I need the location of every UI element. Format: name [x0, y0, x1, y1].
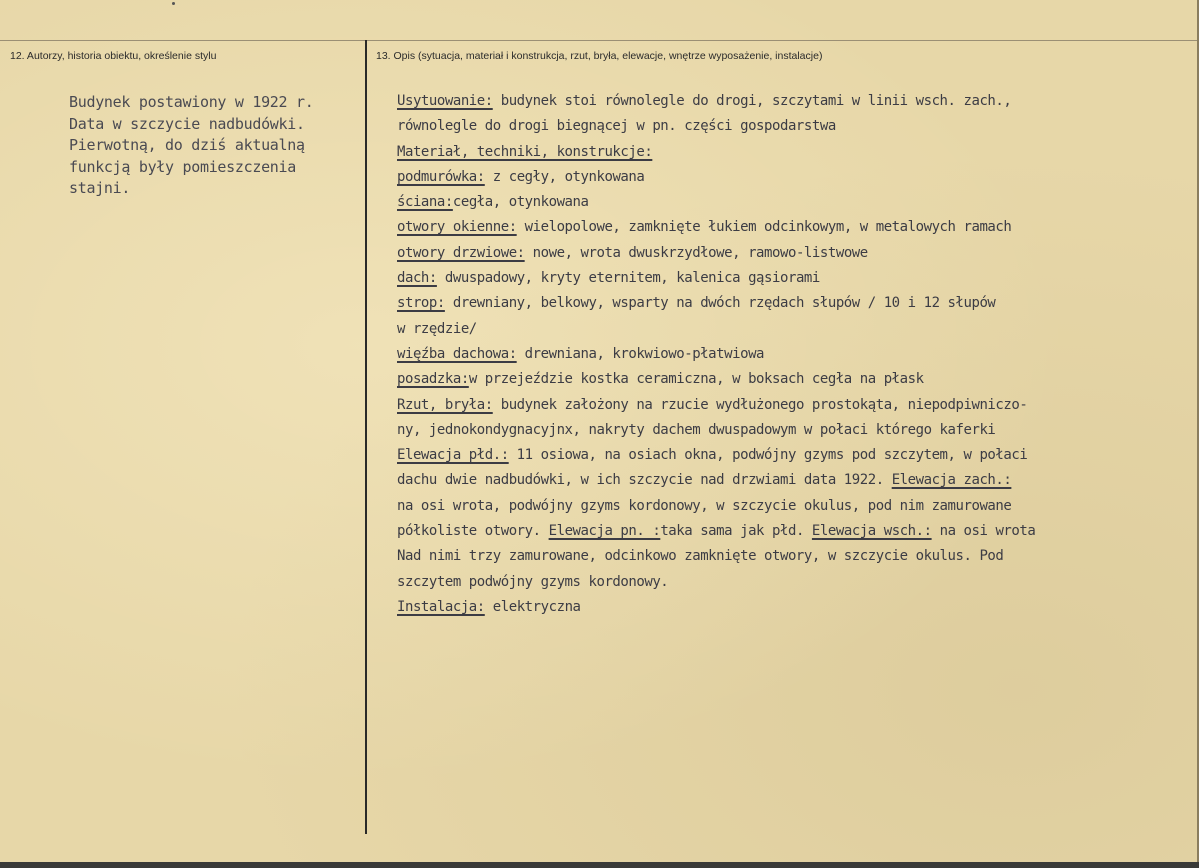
- description-line: [397, 165, 1192, 190]
- field-value: cegła, otynkowana: [452, 194, 589, 211]
- field-label: ściana:: [397, 194, 453, 211]
- description-line: [397, 215, 1192, 240]
- description-line: [397, 595, 1192, 620]
- history-line: stajni.: [69, 179, 131, 197]
- field-label: otwory okienne:: [397, 219, 517, 236]
- field-label: Instalacja:: [397, 598, 485, 615]
- field-label: posadzka:: [397, 371, 469, 388]
- column-divider: [365, 40, 367, 834]
- field-label: podmurówka:: [397, 168, 485, 185]
- history-line: Budynek postawiony w 1922 r.: [69, 93, 314, 111]
- field-label: strop:: [397, 295, 445, 312]
- field-value: nowe, wrota dwuskrzydłowe, ramowo-listwowe: [524, 244, 868, 261]
- field-value: z cegły, otynkowana: [484, 168, 645, 185]
- description-line: [397, 494, 1192, 519]
- description-line: [397, 393, 1192, 418]
- field-value: dachu dwie nadbudówki, w ich szczycie nad drzwiami data 1922.: [397, 472, 892, 489]
- ink-dot: [172, 2, 175, 5]
- field-value: budynek stoi równolegle do drogi, szczytami w linii wsch. zach.,: [492, 93, 1012, 109]
- field-value: 11 osiowa, na osiach okna, podwójny gzyms pod szczytem, w połaci: [508, 447, 1028, 464]
- description-line: [397, 443, 1192, 468]
- field-label: Rzut, bryła:: [397, 396, 493, 413]
- field-value: półkoliste otwory.: [397, 523, 549, 540]
- field-label: Elewacja wsch.:: [811, 523, 932, 540]
- field-value: ny, jednokondygnacyjnx, nakryty dachem dwuspadowym w połaci którego kaferki: [397, 421, 996, 438]
- section-13-header: 13. Opis (sytuacja, materiał i konstrukcja, rzut, bryła, elewacje, wnętrze wyposażenie, instalacje): [376, 50, 823, 62]
- field-label: dach:: [397, 270, 437, 287]
- field-value: drewniany, belkowy, wsparty na dwóch rzędach słupów / 10 i 12 słupów: [444, 295, 996, 312]
- history-line: Data w szczycie nadbudówki.: [69, 114, 305, 133]
- description-line: [397, 544, 1192, 569]
- description-line: [397, 114, 1192, 139]
- field-value: wielopolowe, zamknięte łukiem odcinkowym, w metalowych ramach: [516, 219, 1012, 236]
- description-line: [397, 291, 1192, 316]
- description-line: [397, 418, 1192, 443]
- description-text: [397, 89, 1192, 620]
- field-value: budynek założony na rzucie wydłużonego prostokąta, niepodpiwniczo-: [492, 396, 1028, 413]
- description-line: [397, 570, 1192, 595]
- history-line: Pierwotną, do dziś aktualną: [69, 136, 305, 154]
- field-value: elektryczna: [484, 598, 581, 615]
- description-line: [397, 266, 1192, 291]
- field-value: równolegle do drogi biegnącej w pn. części gospodarstwa: [397, 118, 836, 135]
- field-label: więźba dachowa:: [397, 345, 517, 362]
- field-value: na osi wrota: [931, 523, 1036, 540]
- field-value: w przejeździe kostka ceramiczna, w boksach cegła na płask: [468, 371, 924, 388]
- description-line: [397, 342, 1192, 367]
- history-text: [69, 92, 359, 200]
- field-value: na osi wrota, podwójny gzyms kordonowy, w szczycie okulus, pod nim zamurowane: [397, 497, 1012, 514]
- field-label: Usytuowanie:: [397, 93, 493, 109]
- field-value: taka sama jak płd.: [660, 523, 812, 540]
- field-value: Nad nimi trzy zamurowane, odcinkowo zamknięte otwory, w szczycie okulus. Pod: [397, 548, 1004, 565]
- section-12-header: 12. Autorzy, historia obiektu, określenie stylu: [10, 50, 217, 62]
- description-line: [397, 519, 1192, 544]
- field-value: drewniana, krokwiowo-płatwiowa: [516, 345, 765, 362]
- description-line: [397, 468, 1192, 493]
- description-line: [397, 367, 1192, 392]
- field-value: w rzędzie/: [397, 320, 477, 337]
- field-label: otwory drzwiowe:: [397, 244, 525, 261]
- header-divider: [0, 40, 1197, 41]
- field-value: dwuspadowy, kryty eternitem, kalenica gąsiorami: [436, 270, 820, 287]
- description-line: [397, 140, 1192, 165]
- description-line: [397, 241, 1192, 266]
- description-line: [397, 317, 1192, 342]
- field-label: Elewacja pn. :: [548, 523, 661, 540]
- field-label: Elewacja płd.:: [397, 447, 509, 464]
- section-label: Materiał, techniki, konstrukcje:: [397, 143, 653, 160]
- field-value: szczytem podwójny gzyms kordonowy.: [397, 573, 669, 590]
- field-label: Elewacja zach.:: [891, 472, 1012, 489]
- description-line: [397, 190, 1192, 215]
- description-line: [397, 89, 1192, 114]
- history-line: funkcją były pomieszczenia: [69, 157, 297, 176]
